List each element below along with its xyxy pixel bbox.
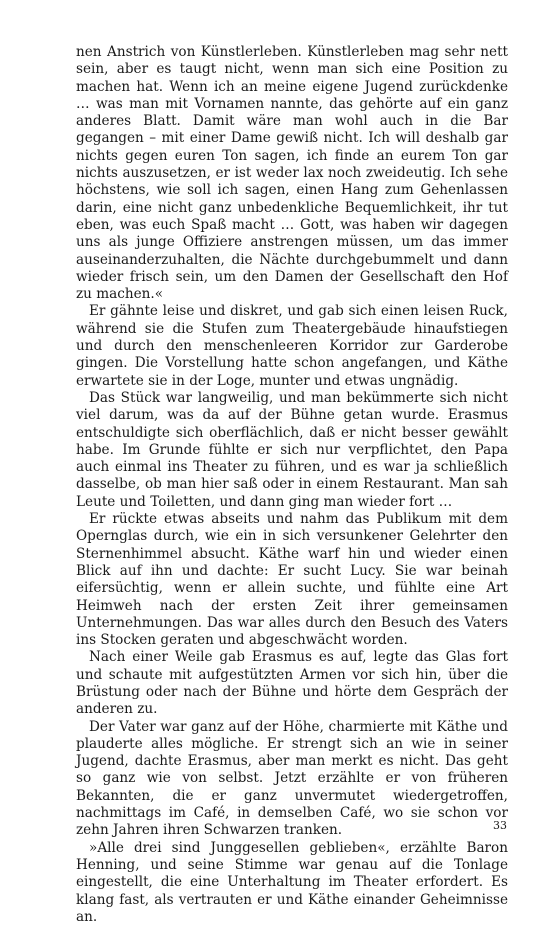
paragraph-2: Er gähnte leise und diskret, und gab sich einen leisen Ruck, während sie die Stufen zum Theatergebäude hinaufstiegen und durch den menschenleeren Korridor zur Garderobe gingen. Die Vorstellung hatte schon angefangen, und Käthe erwartete sie in der Loge, munter und etwas ungnädig.	[76, 303, 508, 389]
paragraph-4: Er rückte etwas abseits und nahm das Publikum mit dem Opernglas durch, wie ein in sich versunkener Gelehrter den Sternenhimmel absucht. Käthe warf hin und wieder einen Blick auf ihn und dachte: Er sucht Lucy. Sie war beinah eifersüchtig, wenn er allein suchte, und fühlte eine Art Heimweh nach der ersten Zeit ihrer gemeinsamen Unternehmungen. Das war alles durch den Besuch des Vaters ins Stocken geraten und abgeschwächt worden.	[76, 511, 508, 649]
body-text	[76, 44, 508, 926]
paragraph-3: Das Stück war langweilig, und man bekümmerte sich nicht viel darum, was da auf der Bühne getan wurde. Erasmus entschuldigte sich oberflächlich, daß er nicht besser gewählt habe. Im Grunde fühlte er sich nur verpflichtet, den Papa auch einmal ins Theater zu führen, und es war ja schließlich dasselbe, ob man hier saß oder in einem Restaurant. Man sah Leute und Toiletten, und dann ging man wieder fort …	[76, 389, 508, 510]
paragraph-5: Nach einer Weile gab Erasmus es auf, legte das Glas fort und schaute mit aufgestützten Armen vor sich hin, über die Brüstung oder nach der Bühne und hörte dem Gespräch der anderen zu.	[76, 649, 508, 718]
page-number: 33	[493, 819, 507, 832]
paragraph-1: nen Anstrich von Künstlerleben. Künstlerleben mag sehr nett sein, aber es taugt nicht, wenn man sich eine Position zu machen hat. Wenn ich an meine eigene Jugend zurückdenke … was man mit Vornamen nannte, das gehörte auf ein ganz anderes Blatt. Damit wäre man wohl auch in die Bar gegangen – mit einer Dame gewiß nicht. Ich will deshalb gar nichts gegen euren Ton sagen, ich finde an eurem Ton gar nichts auszusetzen, er ist weder lax noch zweideutig. Ich sehe höchstens, wie soll ich sagen, einen Hang zum Gehenlassen darin, eine nicht ganz unbedenkliche Bequemlichkeit, ihr tut eben, was euch Spaß macht … Gott, was haben wir dagegen uns als junge Offiziere anstrengen müssen, um das immer auseinanderzuhalten, die Nächte durchgebummelt und dann wieder frisch sein, um den Damen der Gesellschaft den Hof zu machen.«	[76, 44, 508, 303]
paragraph-6: Der Vater war ganz auf der Höhe, charmierte mit Käthe und plauderte alles mögliche. Er strengt sich an wie in seiner Jugend, dachte Erasmus, aber man merkt es nicht. Das geht so ganz wie von selbst. Jetzt erzählte er von früheren Bekannten, die er ganz unvermutet wiedergetroffen, nachmittags im Café, in demselben Café, wo sie schon vor zehn Jahren ihren Schwarzen tranken.	[76, 718, 508, 839]
paragraph-7: »Alle drei sind Junggesellen geblieben«, erzählte Baron Henning, und seine Stimme war genau auf die Tonlage eingestellt, die eine Unterhaltung im Theater erfordert. Es klang fast, als vertrauten er und Käthe einander Geheimnisse an.	[76, 839, 508, 925]
